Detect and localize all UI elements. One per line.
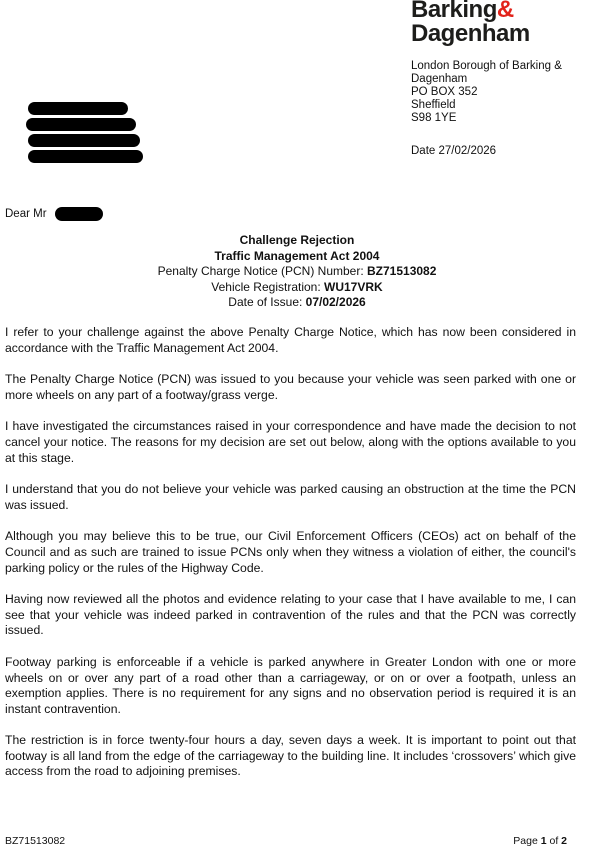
issue-date-label: Date of Issue:	[228, 295, 306, 309]
pcn-label: Penalty Charge Notice (PCN) Number:	[157, 264, 368, 278]
footer-page-number	[513, 835, 567, 847]
logo-line1: Barking	[411, 0, 497, 23]
redacted-name	[55, 207, 103, 221]
address-line: PO BOX 352	[411, 86, 478, 98]
page-of: of	[546, 835, 562, 847]
registration-number: WU17VRK	[324, 279, 383, 294]
address-line: Sheffield	[411, 99, 456, 111]
letter-date: Date 27/02/2026	[411, 145, 497, 157]
issue-date: 07/02/2026	[305, 295, 366, 309]
letter-heading	[0, 233, 594, 311]
address-line: London Borough of Barking & Dagenham	[411, 60, 562, 85]
registration-label: Vehicle Registration:	[211, 279, 325, 294]
paragraph: Footway parking is enforceable if a vehicle is parked anywhere in Greater London with one or more wheels on or over any part of a road other than a carriageway, or on or over a footpath, unless an exemption applies. There is no requirement for any signs and no observation period is required it is an instant contravention.	[5, 654, 576, 716]
address-line: S98 1YE	[411, 112, 457, 124]
page-current: 1	[540, 835, 547, 847]
redacted-address-line	[28, 150, 143, 163]
logo-ampersand: &	[496, 0, 514, 23]
paragraph: The Penalty Charge Notice (PCN) was issued to you because your vehicle was seen parked with one or more wheels on any part of a footway/grass verge.	[5, 372, 576, 402]
pcn-number: BZ71513082	[367, 264, 437, 278]
paragraph: I understand that you do not believe your vehicle was parked causing an obstruction at the time the PCN was issued.	[5, 482, 576, 512]
footer-reference: BZ71513082	[5, 835, 66, 847]
paragraph: Having now reviewed all the photos and evidence relating to your case that I have available to me, I can see that your vehicle was indeed parked in contravention of the rules and that the PCN was correctly issued.	[5, 592, 576, 638]
redacted-address-line	[26, 118, 136, 131]
redacted-address-line	[28, 102, 128, 115]
sender-address	[411, 60, 589, 125]
page-label: Page	[513, 835, 541, 847]
redacted-address-line	[28, 134, 140, 147]
salutation	[5, 208, 47, 220]
logo-line2: Dagenham	[411, 20, 530, 47]
council-logo	[411, 0, 530, 46]
paragraph: Although you may believe this to be true, our Civil Enforcement Officers (CEOs) act on behalf of the Council and as such are trained to issue PCNs only when they witness a violation of either, the council's parking policy or the rules of the Highway Code.	[5, 529, 576, 575]
paragraph: The restriction is in force twenty-four hours a day, seven days a week. It is important to point out that footway is all land from the edge of the carriageway to the building line. It includes ‘crossovers’ which give access from the road to adjoining premises.	[5, 733, 576, 779]
letter-body	[5, 325, 576, 796]
page-total: 2	[561, 835, 567, 847]
heading-title: Challenge Rejection	[239, 233, 355, 247]
paragraph: I have investigated the circumstances raised in your correspondence and have made the decision to not cancel your notice. The reasons for my decision are set out below, along with the options available to you at this stage.	[5, 419, 576, 465]
salutation-text: Dear Mr	[5, 208, 47, 220]
paragraph: I refer to your challenge against the above Penalty Charge Notice, which has now been considered in accordance with the Traffic Management Act 2004.	[5, 325, 576, 355]
heading-act: Traffic Management Act 2004	[214, 248, 380, 263]
